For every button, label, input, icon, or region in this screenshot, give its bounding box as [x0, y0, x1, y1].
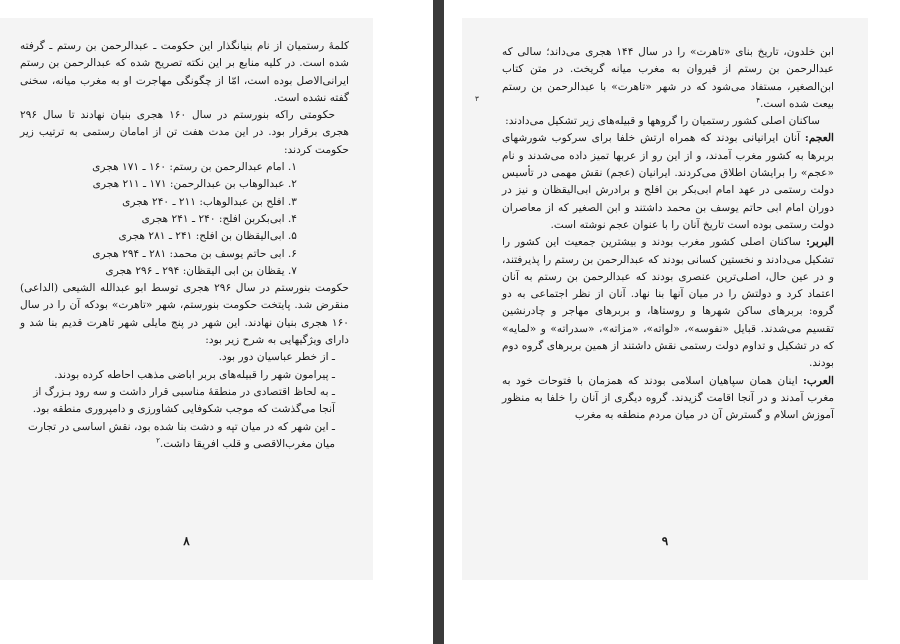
- footnote-ref: ۲: [156, 436, 160, 445]
- page-number: ۹: [661, 533, 669, 548]
- hidden-ref: ۳: [475, 95, 479, 103]
- list-item: ۲. عبدالوهاب بن عبدالرحمن: ۱۷۱ ـ ۲۱۱ هجری: [92, 178, 297, 191]
- paragraph-text: ابن خلدون، تاریخ بنای «تاهرت» را در سال ۱۴۴ هجری می‌داند؛ سالی که عبدالرحمن بن رستم از قیروان به مغرب میانه گریخت. در متن کتاب ابن‌الصغیر، مستفاد می‌شود که در شهر «تاهرت» با عبدالرحمن بن رستم بیعت شده است.: [502, 46, 834, 110]
- paragraph-text: ساکنان اصلی کشور مغرب بودند و بیشترین جمعیت این کشور را تشکیل می‌دادند و نخستین کسانی بودند که عبدالرحمن بن رستم را پذیرفتند، و در عین حال، اصلی‌ترین عنصری بودند که عبدالرحمن بن رستم به آنان اعتماد کرد و دولتش را در میان آنها بنا نهاد. آنان از نظر اجتماعی به دو گروه: بربرهای ساکن شهرها و روستاها، و بربرهای مهاجر و چادرنشین تقسیم می‌شدند. قبایل «نفوسه»، «لواته»، «مزاته»، «سدراته» و «لمایه» که در تشکیل و تداوم دولت رستمی نقش داشتند از همین بربرهای گروه دوم بودند.: [502, 236, 834, 370]
- city-features-list: [20, 349, 349, 453]
- term-ajam: العجم:: [804, 132, 834, 145]
- list-item: ـ از خطر عباسیان دور بود.: [218, 351, 335, 364]
- page-number: ۸: [183, 533, 190, 548]
- paragraph: [502, 373, 834, 425]
- paragraph: [502, 130, 834, 234]
- paragraph-text: اینان همان سپاهیان اسلامی بودند که همزمان با فتوحات خود به مغرب آمدند و در آنجا اقامت گزیدند. گروه دیگری از آنان را خلفا به منظور آموزش اسلام و گسترش آن در میان مردم منطقه به مغرب: [502, 374, 834, 422]
- list-item: ۷. یقظان بن ابی الیقظان: ۲۹۴ ـ ۲۹۶ هجری: [105, 264, 297, 277]
- term-arab: العرب:: [802, 374, 834, 387]
- list-item: ـ پیرامون شهر را قبیله‌های بربر اباضی مذهب احاطه کرده بودند.: [54, 368, 335, 381]
- paragraph-text: آنان ایرانیانی بودند که همراه ارتش خلفا برای سرکوب شورشهای بربرها به کشور مغرب آمدند، و از این رو از عربها تمیز داده می‌شدند و نام «عجم» را برایشان اطلاق می‌کردند. ایرانیان (عجم) نقش مهمی در تأسیس دولت رستمی در عهد امام ابی‌بکر بن افلح و برادرش ابی‌الیقظان و نیز در دوران امام ابی حاتم یوسف بن محمد داشتند و ابن الصغیر که از معاصران دولت رستمی بوده است تاریخ آنان را با عنوان عجم نوشته است.: [502, 132, 834, 231]
- list-item-text: ـ این شهر که در میان تپه و دشت بنا شده بود، نقش اساسی در تجارت میان مغرب‌الاقصی و قلب افریقا داشت.: [28, 420, 335, 450]
- paragraph: ساکنان اصلی کشور رستمیان را گروهها و قبیله‌های زیر تشکیل می‌دادند:: [505, 115, 820, 128]
- paragraph: حکومتی راکه بنورستم در سال ۱۶۰ هجری بنیان نهادند تا سال ۲۹۶ هجری برقرار بود. در این مدت هفت تن از امامان رستمی به ترتیب زیر حکومت کردند:: [20, 109, 349, 156]
- book-spine-divider: [433, 0, 444, 644]
- list-item: ۳. افلح بن عبدالوهاب: ۲۱۱ ـ ۲۴۰ هجری: [122, 195, 297, 208]
- list-item: [20, 419, 335, 454]
- right-page: [462, 18, 868, 580]
- paragraph: حکومت بنورستم در سال ۲۹۶ هجری توسط ابو عبدالله الشیعی (الداعی) منقرض شد. پایتخت حکومت بنورستم، شهر «تاهرت» بودکه آن را در سال ۱۶۰ هجری بنیان نهادند. این شهر در پنج مایلی شهر تاهرت قدیم بنا شد و دارای ویژگیهایی به شرح زیر بود:: [20, 282, 349, 347]
- list-item: ۶. ابی حاتم یوسف بن محمد: ۲۸۱ ـ ۲۹۴ هجری: [92, 247, 297, 260]
- list-item: ۱. امام عبدالرحمن بن رستم: ۱۶۰ ـ ۱۷۱ هجری: [92, 161, 297, 174]
- paragraph: کلمهٔ رستمیان از نام بنیانگذار این حکومت ـ عبدالرحمن بن رستم ـ گرفته شده است. در کلیه منابع بر این نکته تصریح شده که عبدالرحمن بن رستم ایرانی‌الاصل بوده است، امّا از چگونگی مهاجرت او به مغرب میانه، سخنی گفته نشده است.: [20, 40, 349, 104]
- list-item: ـ به لحاظ اقتصادی در منطقهٔ مناسبی قرار داشت و سه رود بـزرگ از آنجا می‌گذشت که موجب شکوفایی کشاورزی و دامپروری منطقه بود.: [32, 385, 335, 416]
- footnote-ref: ۴: [756, 96, 761, 105]
- imam-list: [20, 159, 349, 280]
- paragraph: [502, 234, 834, 372]
- list-item: ۴. ابی‌بکربن افلح: ۲۴۰ ـ ۲۴۱ هجری: [141, 212, 297, 225]
- term-barbar: البربر:: [806, 236, 834, 249]
- left-page: [0, 18, 373, 580]
- list-item: ۵. ابی‌الیقظان بن افلح: ۲۴۱ ـ ۲۸۱ هجری: [118, 230, 297, 243]
- paragraph: [502, 44, 834, 113]
